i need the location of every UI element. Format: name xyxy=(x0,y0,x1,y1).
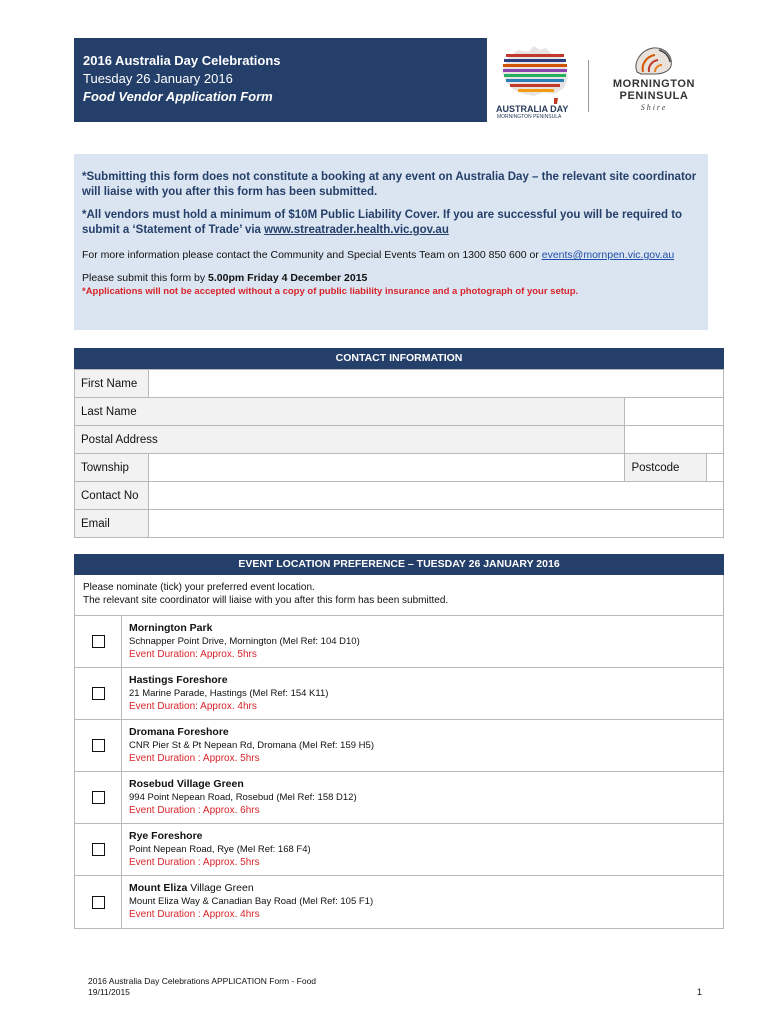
event-name xyxy=(129,621,360,635)
township-field[interactable] xyxy=(149,454,625,482)
event-name-text: Rosebud Village Green xyxy=(129,778,244,790)
last-name-field[interactable] xyxy=(625,398,724,426)
notice-box xyxy=(74,154,708,330)
event-title: 2016 Australia Day Celebrations xyxy=(83,53,281,68)
application-warning: *Applications will not be accepted without a copy of public liability insurance and a photograph of your setup. xyxy=(82,286,579,297)
footer xyxy=(88,976,316,998)
event-checkbox-cell xyxy=(75,668,122,719)
hastings-foreshore-checkbox[interactable] xyxy=(92,687,105,700)
list-item xyxy=(75,720,723,772)
event-checkbox-cell xyxy=(75,616,122,667)
event-location-intro xyxy=(75,575,723,616)
event-name-suffix: Village Green xyxy=(187,882,254,894)
australia-day-logo-text: AUSTRALIA DAY xyxy=(496,104,569,114)
event-address: Point Nepean Road, Rye (Mel Ref: 168 F4) xyxy=(129,844,311,855)
event-location-heading: EVENT LOCATION PREFERENCE – TUESDAY 26 JANUARY 2016 xyxy=(74,554,724,575)
intro-line-1: Please nominate (tick) your preferred event location. xyxy=(83,582,315,593)
event-name xyxy=(129,829,311,843)
event-details xyxy=(122,720,381,771)
event-name xyxy=(129,881,373,895)
streatrader-link[interactable]: www.streatrader.health.vic.gov.au xyxy=(264,224,449,236)
postcode-label: Postcode xyxy=(625,454,707,482)
australia-day-logo xyxy=(494,40,576,122)
booking-disclaimer: *Submitting this form does not constitute a booking at any event on Australia Day – the relevant site coordinator will liaise with you after this form has been submitted. xyxy=(82,171,697,198)
event-address: Schnapper Point Drive, Mornington (Mel Ref: 104 D10) xyxy=(129,636,360,647)
event-address: 21 Marine Parade, Hastings (Mel Ref: 154 K11) xyxy=(129,688,329,699)
event-date: Tuesday 26 January 2016 xyxy=(83,71,233,86)
event-address: Mount Eliza Way & Canadian Bay Road (Mel Ref: 105 F1) xyxy=(129,896,374,907)
dromana-foreshore-checkbox[interactable] xyxy=(92,739,105,752)
event-details xyxy=(122,876,380,928)
intro-line-2: The relevant site coordinator will liaise with you after this form has been submitted. xyxy=(83,595,449,606)
submit-text: Please submit this form by xyxy=(82,272,209,284)
event-details xyxy=(122,824,318,875)
mornington-peninsula-shire-logo xyxy=(598,44,710,120)
table-row xyxy=(75,398,724,426)
mount-eliza-checkbox[interactable] xyxy=(92,896,105,909)
list-item xyxy=(75,824,723,876)
postal-address-field[interactable] xyxy=(625,426,724,454)
event-details xyxy=(122,616,367,667)
postcode-field[interactable] xyxy=(707,454,724,482)
first-name-label: First Name xyxy=(75,370,149,398)
event-duration: Event Duration : Approx. 4hrs xyxy=(129,909,260,920)
table-row xyxy=(75,510,724,538)
last-name-label: Last Name xyxy=(75,398,625,426)
list-item xyxy=(75,772,723,824)
contact-text: For more information please contact the Community and Special Events Team on 1300 850 600 or xyxy=(82,249,542,261)
footer-doc-title: 2016 Australia Day Celebrations APPLICATION Form - Food xyxy=(88,976,317,986)
event-address: CNR Pier St & Pt Nepean Rd, Dromana (Mel Ref: 159 H5) xyxy=(129,740,374,751)
page-number: 1 xyxy=(697,987,703,997)
table-row xyxy=(75,482,724,510)
event-duration: Event Duration : Approx. 5hrs xyxy=(129,753,260,764)
event-details xyxy=(122,668,335,719)
submit-deadline: 5.00pm Friday 4 December 2015 xyxy=(208,272,368,284)
table-row xyxy=(75,426,724,454)
rye-foreshore-checkbox[interactable] xyxy=(92,843,105,856)
rosebud-village-green-checkbox[interactable] xyxy=(92,791,105,804)
event-name-text: Dromana Foreshore xyxy=(129,726,229,738)
liability-text: *All vendors must hold a minimum of $10M Public Liability Cover. If you are successful you will be required to submit a ‘Statement of Trade’ via xyxy=(82,209,683,236)
shire-logo-line1: MORNINGTON xyxy=(612,78,696,90)
event-address: 994 Point Nepean Road, Rosebud (Mel Ref: 158 D12) xyxy=(129,792,357,803)
event-location-list xyxy=(74,575,724,929)
header-banner xyxy=(74,38,487,122)
australia-day-logo-subtext: MORNINGTON PENINSULA xyxy=(497,114,562,120)
event-name xyxy=(129,777,357,791)
contact-info-line xyxy=(82,248,700,262)
shell-icon xyxy=(631,44,677,78)
email-field[interactable] xyxy=(149,510,724,538)
event-name-text: Mount Eliza xyxy=(129,882,188,894)
contact-information-table xyxy=(74,369,724,538)
contact-no-field[interactable] xyxy=(149,482,724,510)
contact-no-label: Contact No xyxy=(75,482,149,510)
contact-information-heading: CONTACT INFORMATION xyxy=(74,348,724,369)
postal-address-label: Postal Address xyxy=(75,426,625,454)
mornington-park-checkbox[interactable] xyxy=(92,635,105,648)
footer-doc-date: 19/11/2015 xyxy=(88,987,130,997)
list-item xyxy=(75,668,723,720)
event-name xyxy=(129,725,374,739)
event-duration: Event Duration : Approx. 6hrs xyxy=(129,805,260,816)
table-row xyxy=(75,370,724,398)
event-name xyxy=(129,673,328,687)
submit-deadline-line xyxy=(82,271,700,285)
event-name-text: Mornington Park xyxy=(129,622,213,634)
logo-divider xyxy=(588,60,589,112)
township-label: Township xyxy=(75,454,149,482)
list-item xyxy=(75,876,723,928)
event-duration: Event Duration : Approx. 5hrs xyxy=(129,857,260,868)
shire-logo-line3: Shire xyxy=(640,103,668,112)
events-email-link[interactable]: events@mornpen.vic.gov.au xyxy=(541,249,675,261)
event-checkbox-cell xyxy=(75,876,122,928)
event-checkbox-cell xyxy=(75,720,122,771)
event-checkbox-cell xyxy=(75,772,122,823)
event-name-text: Hastings Foreshore xyxy=(129,674,228,686)
shire-logo-line2: PENINSULA xyxy=(619,90,689,102)
event-name-text: Rye Foreshore xyxy=(129,830,203,842)
form-title: Food Vendor Application Form xyxy=(83,89,273,104)
event-duration: Event Duration: Approx. 5hrs xyxy=(129,649,257,660)
event-details xyxy=(122,772,364,823)
table-row xyxy=(75,454,724,482)
event-duration: Event Duration: Approx. 4hrs xyxy=(129,701,257,712)
liability-requirement xyxy=(82,208,700,238)
list-item xyxy=(75,616,723,668)
email-label: Email xyxy=(75,510,149,538)
event-checkbox-cell xyxy=(75,824,122,875)
first-name-field[interactable] xyxy=(149,370,724,398)
